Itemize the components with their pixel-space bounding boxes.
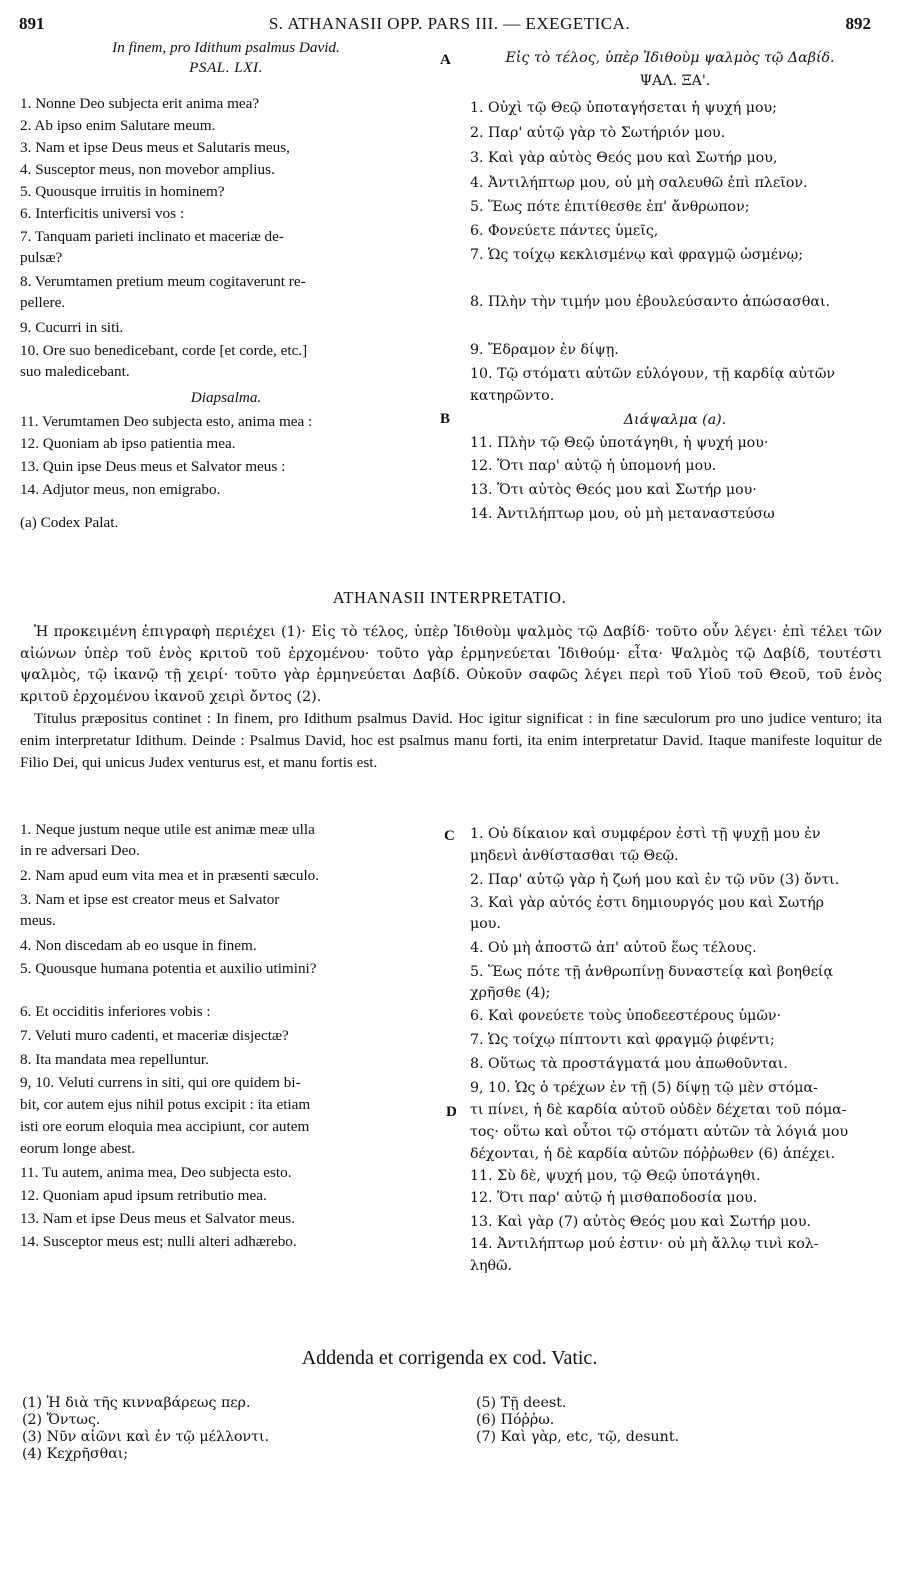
latin-verse: suo maledicebant. <box>20 363 130 380</box>
comm-greek-line: 6. Καὶ φονεύετε τοὺς ὑποδεεστέρους ὑμῶν· <box>470 1008 782 1024</box>
comm-latin-line: isti ore eorum eloquia mea accipiunt, cor autem <box>20 1118 310 1135</box>
greek-verse: 3. Καὶ γὰρ αὐτὸς Θεός μου καὶ Σωτήρ μου, <box>470 150 778 166</box>
comm-latin-line: 5. Quousque humana potentia et auxilio utimini? <box>20 960 317 977</box>
addenda-note: (6) Πόῤῥω. <box>476 1412 555 1428</box>
comm-latin-line: 3. Nam et ipse est creator meus et Salvator <box>20 891 280 908</box>
comm-greek-line: 1. Οὐ δίκαιον καὶ συμφέρον ἐστὶ τῇ ψυχῇ μου ἐν <box>470 826 821 842</box>
comm-latin-line: 1. Neque justum neque utile est animæ meæ ulla <box>20 821 315 838</box>
comm-greek-line: μου. <box>470 916 501 932</box>
addenda-left-notes <box>22 1395 442 1475</box>
comm-latin-line: 14. Susceptor meus est; nulli alteri adhærebo. <box>20 1233 297 1250</box>
greek-verse: 7. Ὡς τοίχῳ κεκλισμένῳ καὶ φραγμῷ ὠσμένῳ; <box>470 247 804 263</box>
interpretatio-text <box>20 622 882 774</box>
latin-verse: 2. Ab ipso enim Salutare meum. <box>20 117 216 134</box>
latin-verse: 13. Quin ipse Deus meus et Salvator meus : <box>20 458 286 475</box>
comm-greek-line: χρῆσθε (4); <box>470 985 551 1001</box>
comm-greek-line: 11. Σὺ δὲ, ψυχή μου, τῷ Θεῷ ὑποτάγηθι. <box>470 1168 761 1184</box>
latin-verse: 11. Verumtamen Deo subjecta esto, anima mea : <box>20 413 313 430</box>
addenda-note: (4) Κεχρῆσθαι; <box>22 1446 129 1462</box>
margin-letter-b: B <box>440 411 451 427</box>
greek-verse: 9. Ἔδραμον ἐν δίψῃ. <box>470 342 619 358</box>
comm-greek-line: 13. Καὶ γὰρ (7) αὐτὸς Θεός μου καὶ Σωτήρ μου. <box>470 1214 811 1230</box>
comm-greek-line: μηδενὶ ἀνθίστασθαι τῷ Θεῷ. <box>470 848 679 864</box>
interpretatio-greek: Ἡ προκειμένη ἐπιγραφὴ περιέχει (1)· Εἰς τὸ τέλος, ὑπὲρ Ἰδιθοὺμ ψαλμὸς τῷ Δαβίδ· τοῦτο οὖν λέγει· ἐπὶ τέλει τῶν αἰώνων ὑπὲρ τοῦ ἑνὸς κριτοῦ τοῦ ἐρχομένου· τοῦτο γὰρ ἑρμηνεύεται Ἰδιθούμ· εἶτα· Ψαλμὸς τῷ Δαβίδ, τουτέστι ψαλμὸς, τῷ ἱκανῷ τῇ χειρί· τοῦτο γὰρ ἑρμηνεύεται Δαβίδ. Οὐκοῦν σαφῶς λέγει περὶ τοῦ Υἱοῦ τοῦ Θεοῦ, τοῦ ἑνὸς κριτοῦ ἐρχομένου ἱκανοῦ χειρὶ ὄντος (2). <box>20 624 882 705</box>
psalm-latin-number: PSAL. LXI. <box>189 59 263 76</box>
addenda-note: (2) Ὄντως. <box>22 1412 101 1428</box>
comm-latin-line: bit, cor autem ejus nihil potus excipit : ita etiam <box>20 1096 311 1113</box>
comm-latin-line: 2. Nam apud eum vita mea et in præsenti sæculo. <box>20 867 320 884</box>
latin-verse: 1. Nonne Deo subjecta erit anima mea? <box>20 95 260 112</box>
margin-letter-a: A <box>440 52 451 68</box>
latin-verse: 14. Adjutor meus, non emigrabo. <box>20 481 221 498</box>
margin-letter-d: D <box>446 1104 457 1120</box>
psalm-latin-column <box>20 38 432 578</box>
comm-latin-line: 4. Non discedam ab eo usque in finem. <box>20 937 257 954</box>
addenda-note: (3) Νῦν αἰῶνι καὶ ἐν τῷ μέλλοντι. <box>22 1429 270 1445</box>
interpretatio-heading: ATHANASII INTERPRETATIO. <box>332 588 567 607</box>
interpretatio-latin: Titulus præpositus continet : In finem, pro Idithum psalmus David. Hoc igitur significat : in fine sæculorum pro uno judice venturo; ita enim interpretatur Idithum. Deinde : Psalmus David, hoc est psalmus manu forti, ita enim interpretatur David. Itaque manifeste loquitur de Filio Dei, qui unicus Judex venturus est, et manu fortis est. <box>20 710 882 771</box>
comm-greek-line: 5. Ἕως πότε τῇ ἀνθρωπίνῃ δυναστείᾳ καὶ βοηθείᾳ <box>470 964 834 980</box>
greek-verse: 8. Πλὴν τὴν τιμήν μου ἐβουλεύσαντο ἀπώσασθαι. <box>470 294 831 310</box>
greek-verse: 6. Φονεύετε πάντες ὑμεῖς, <box>470 223 659 239</box>
latin-verse: pellere. <box>20 294 66 311</box>
comm-greek-line: 8. Οὕτως τὰ προστάγματά μου ἀπωθοῦνται. <box>470 1056 788 1072</box>
footnote-codex: (a) Codex Palat. <box>20 514 119 531</box>
margin-letter-c: C <box>444 828 455 844</box>
greek-verse: 12. Ὅτι παρ' αὐτῷ ἡ ὑπομονή μου. <box>470 458 717 474</box>
comm-latin-line: 8. Ita mandata mea repelluntur. <box>20 1051 209 1068</box>
page-number-right: 892 <box>845 14 871 33</box>
comm-greek-line: 7. Ὡς τοίχῳ πίπτοντι καὶ φραγμῷ ῥιφέντι; <box>470 1032 775 1048</box>
greek-verse: 11. Πλὴν τῷ Θεῷ ὑποτάγηθι, ἡ ψυχή μου· <box>470 435 769 451</box>
comm-latin-line: meus. <box>20 912 56 929</box>
greek-verse: 10. Τῷ στόματι αὐτῶν εὐλόγουν, τῇ καρδίᾳ αὐτῶν <box>470 366 836 382</box>
comm-greek-line: δέχονται, ἡ δὲ καρδία αὐτῶν πόῤῥωθεν (6) ἀπέχει. <box>470 1146 836 1162</box>
greek-verse: 14. Ἀντιλήπτωρ μου, οὐ μὴ μεταναστεύσω <box>470 506 775 522</box>
commentary-greek-column <box>470 824 880 1324</box>
greek-verse: 4. Ἀντιλήπτωρ μου, οὐ μὴ σαλευθῶ ἐπὶ πλεῖον. <box>470 175 808 191</box>
comm-latin-line: 11. Tu autem, anima mea, Deo subjecta esto. <box>20 1164 292 1181</box>
psalm-greek-column <box>470 48 880 548</box>
addenda-note: (5) Τῇ deest. <box>476 1395 567 1411</box>
comm-latin-line: 9, 10. Veluti currens in siti, qui ore quidem bi- <box>20 1074 301 1091</box>
latin-verse: 8. Verumtamen pretium meum cogitaverunt re- <box>20 273 306 290</box>
latin-verse: 10. Ore suo benedicebant, corde [et corde, etc.] <box>20 342 308 359</box>
comm-latin-line: 13. Nam et ipse Deus meus et Salvator meus. <box>20 1210 296 1227</box>
greek-verse: κατηρῶντο. <box>470 388 555 404</box>
comm-greek-line: ληθῶ. <box>470 1258 513 1274</box>
latin-verse: 4. Susceptor meus, non movebor amplius. <box>20 161 275 178</box>
comm-greek-line: 3. Καὶ γὰρ αὐτός ἐστι δημιουργός μου καὶ Σωτήρ <box>470 895 824 911</box>
greek-verse: 2. Παρ' αὐτῷ γὰρ τὸ Σωτήριόν μου. <box>470 125 726 141</box>
comm-greek-line: 2. Παρ' αὐτῷ γὰρ ἡ ζωή μου καὶ ἐν τῷ νῦν (3) ὄντι. <box>470 872 840 888</box>
commentary-latin-column <box>20 820 432 1320</box>
comm-greek-line: τι πίνει, ἡ δὲ καρδία αὐτοῦ οὐδὲν δέχεται τοῦ πόμα- <box>470 1102 847 1118</box>
addenda-note: (7) Καὶ γὰρ, etc, τῷ, desunt. <box>476 1429 680 1445</box>
latin-verse: 12. Quoniam ab ipso patientia mea. <box>20 435 236 452</box>
comm-latin-line: 12. Quoniam apud ipsum retributio mea. <box>20 1187 267 1204</box>
greek-diapsalma: Διάψαλμα (a). <box>623 412 727 428</box>
comm-latin-line: in re adversari Deo. <box>20 842 140 859</box>
running-title: S. ATHANASII OPP. PARS III. — EXEGETICA. <box>268 14 631 33</box>
latin-verse: 5. Quousque irruitis in hominem? <box>20 183 225 200</box>
latin-verse: 7. Tanquam parieti inclinato et maceriæ de- <box>20 228 284 245</box>
greek-verse: 5. Ἕως πότε ἐπιτίθεσθε ἐπ' ἄνθρωπον; <box>470 199 750 215</box>
page-number-left: 891 <box>19 14 45 33</box>
addenda-note: (1) Ἡ διὰ τῆς κινναβάρεως περ. <box>22 1395 251 1411</box>
addenda-right-notes <box>476 1395 876 1455</box>
latin-verse: 6. Interficitis universi vos : <box>20 205 185 222</box>
latin-verse: 3. Nam et ipse Deus meus et Salutaris meus, <box>20 139 290 156</box>
comm-greek-line: 14. Ἀντιλήπτωρ μού ἐστιν· οὐ μὴ ἄλλῳ τινὶ κολ- <box>470 1236 819 1252</box>
comm-greek-line: 12. Ὅτι παρ' αὐτῷ ἡ μισθαποδοσία μου. <box>470 1190 758 1206</box>
psalm-greek-number: ΨΑΛ. ΞΑ'. <box>639 73 711 89</box>
latin-diapsalma: Diapsalma. <box>190 389 262 406</box>
comm-latin-line: eorum longe abest. <box>20 1140 136 1157</box>
greek-verse: 1. Οὐχὶ τῷ Θεῷ ὑποταγήσεται ἡ ψυχή μου; <box>470 100 777 116</box>
greek-verse: 13. Ὅτι αὐτὸς Θεός μου καὶ Σωτήρ μου· <box>470 482 757 498</box>
comm-latin-line: 6. Et occiditis inferiores vobis : <box>20 1003 211 1020</box>
latin-verse: 9. Cucurri in siti. <box>20 319 124 336</box>
addenda-title: Addenda et corrigenda ex cod. Vatic. <box>301 1347 598 1369</box>
comm-greek-line: 4. Οὐ μὴ ἀποστῶ ἀπ' αὐτοῦ ἕως τέλους. <box>470 940 757 956</box>
comm-greek-line: 9, 10. Ὡς ὁ τρέχων ἐν τῇ (5) δίψῃ τῷ μὲν στόμα- <box>470 1080 818 1096</box>
comm-latin-line: 7. Veluti muro cadenti, et maceriæ disjectæ? <box>20 1027 289 1044</box>
psalm-latin-title: In finem, pro Idithum psalmus David. <box>112 39 340 56</box>
comm-greek-line: τος· οὕτω καὶ οὗτοι τῷ στόματι αὐτῶν τὰ λόγιά μου <box>470 1124 849 1140</box>
latin-verse: pulsæ? <box>20 249 63 266</box>
psalm-greek-title: Εἰς τὸ τέλος, ὑπὲρ Ἰδιθοὺμ ψαλμὸς τῷ Δαβίδ. <box>505 50 835 66</box>
